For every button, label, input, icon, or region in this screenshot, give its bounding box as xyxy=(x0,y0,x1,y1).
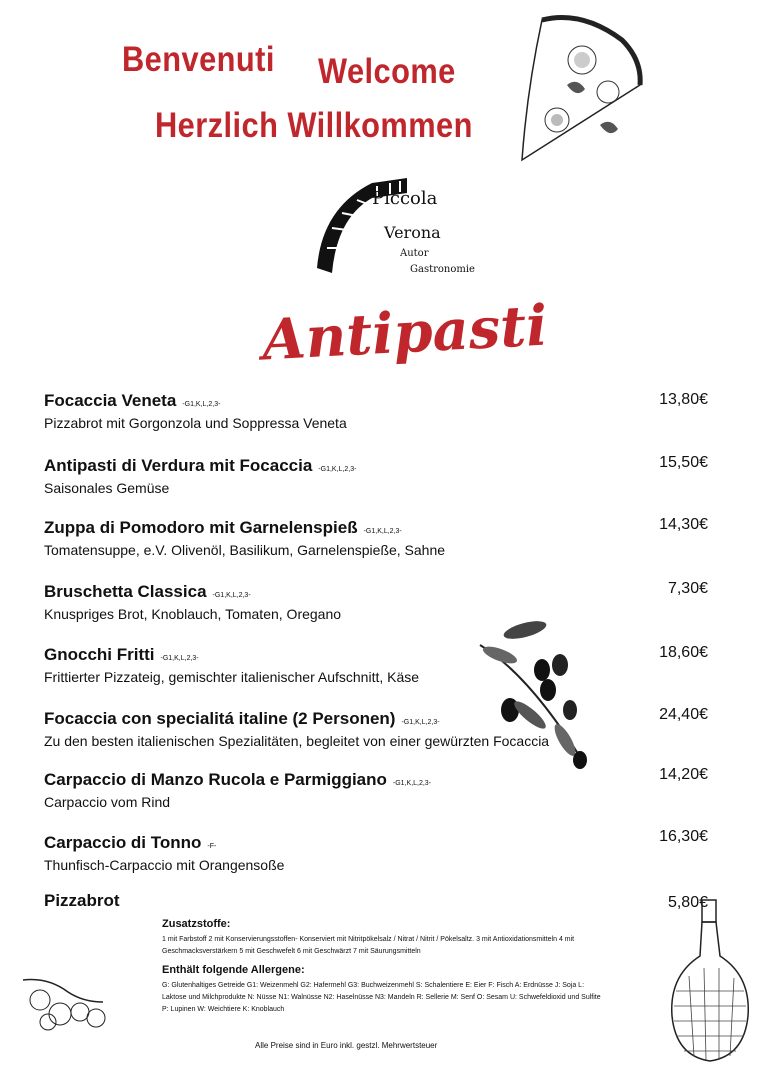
item-name: Antipasti di Verdura mit Focaccia xyxy=(44,456,313,475)
item-codes: -G1,K,L,2,3- xyxy=(363,528,402,535)
tomato-vine-illustration xyxy=(18,972,110,1034)
item-name: Zuppa di Pomodoro mit Garnelenspieß xyxy=(44,518,358,537)
notes-section xyxy=(162,918,602,1022)
item-description: Thunfisch-Carpaccio mit Orangensoße xyxy=(44,857,285,873)
item-description: Knuspriges Brot, Knoblauch, Tomaten, Oregano xyxy=(44,606,342,622)
logo-autor: Autor xyxy=(400,248,429,259)
allergens-text: G: Glutenhaltiges Getreide G1: Weizenmehl G2: Hafermehl G3: Buchweizenmehl S: Schalentiere E: Eier F: Fisch A: Erdnüsse J: Soja L: Laktose und Milchprodukte N: Nüsse N1: Walnüsse N2: Haselnüsse N3: Mandeln R: Sellerie M: Senf O: Sesam U: Schwefeldioxid und Sulfite P: Lupinen W: Weichtiere K: Knoblauch xyxy=(162,982,601,1013)
item-price: 7,30€ xyxy=(667,580,708,597)
menu-item xyxy=(44,891,624,911)
item-name: Focaccia con specialitá italine (2 Personen) xyxy=(44,709,396,728)
item-codes: -G1,K,L,2,3- xyxy=(401,719,440,726)
additives-title: Zusatzstoffe: xyxy=(162,918,231,930)
item-description: Saisonales Gemüse xyxy=(44,480,170,496)
greeting-willkommen: Herzlich Willkommen xyxy=(155,106,473,145)
allergens-title: Enthält folgende Allergene: xyxy=(162,964,305,976)
item-name: Gnocchi Fritti xyxy=(44,645,155,664)
menu-item xyxy=(44,770,624,810)
item-name: Carpaccio di Tonno xyxy=(44,833,202,852)
greeting-benvenuti: Benvenuti xyxy=(122,40,275,79)
restaurant-logo xyxy=(312,168,492,288)
item-codes: -G1,K,L,2,3- xyxy=(160,655,199,662)
item-description: Tomatensuppe, e.V. Olivenöl, Basilikum, Garnelenspieße, Sahne xyxy=(44,542,446,558)
additives-text: 1 mit Farbstoff 2 mit Konservierungsstoffen- Konserviert mit Nitritpökelsalz / Nitrat / Nitrit / Pökelsaltz. 3 mit Antioxidationsmitteln 4 mit Geschmacksverstärkern 5 mit Geschwefelt 6 mit Geschwärzt 7 mit Säurungsmitteln xyxy=(162,936,575,955)
item-price: 18,60€ xyxy=(659,644,708,661)
item-description: Carpaccio vom Rind xyxy=(44,794,171,810)
item-price: 24,40€ xyxy=(659,706,708,723)
menu-item xyxy=(44,391,624,431)
logo-verona: Verona xyxy=(384,223,441,242)
item-price: 16,30€ xyxy=(659,828,708,845)
item-name: Carpaccio di Manzo Rucola e Parmiggiano xyxy=(44,770,387,789)
price-footer: Alle Preise sind in Euro inkl. gestzl. Mehrwertsteuer xyxy=(255,1041,438,1050)
logo-piccola: Piccola xyxy=(372,188,438,209)
logo-gastronomie: Gastronomie xyxy=(410,264,475,275)
item-price: 13,80€ xyxy=(659,391,708,408)
section-title-antipasti: Antipasti xyxy=(260,292,549,374)
item-price: 14,20€ xyxy=(659,766,708,783)
item-codes: -G1,K,L,2,3- xyxy=(392,780,432,787)
olive-branch-illustration xyxy=(470,615,590,775)
item-description: Zu den besten italienischen Spezialitäten, begleitet von einer gewürzten Focaccia xyxy=(44,733,550,749)
item-price: 15,50€ xyxy=(659,454,708,471)
menu-item xyxy=(44,833,624,873)
item-name: Pizzabrot xyxy=(44,891,120,910)
greeting-welcome: Welcome xyxy=(318,52,456,91)
item-name: Bruschetta Classica xyxy=(44,582,207,601)
item-codes: -G1,K,L,2,3- xyxy=(182,401,221,408)
item-codes: -F- xyxy=(207,843,217,850)
item-description: Pizzabrot mit Gorgonzola und Soppressa Veneta xyxy=(44,415,347,431)
wine-bottle-illustration xyxy=(664,896,756,1066)
item-name: Focaccia Veneta xyxy=(44,391,177,410)
menu-item xyxy=(44,518,624,558)
item-description: Frittierter Pizzateig, gemischter italienischer Aufschnitt, Käse xyxy=(44,669,420,685)
item-codes: -G1,K,L,2,3- xyxy=(212,592,251,599)
pizza-slice-illustration xyxy=(512,10,647,165)
item-price: 5,80€ xyxy=(667,894,708,911)
menu-item xyxy=(44,456,624,496)
item-price: 14,30€ xyxy=(659,516,708,533)
item-codes: -G1,K,L,2,3- xyxy=(318,466,357,473)
